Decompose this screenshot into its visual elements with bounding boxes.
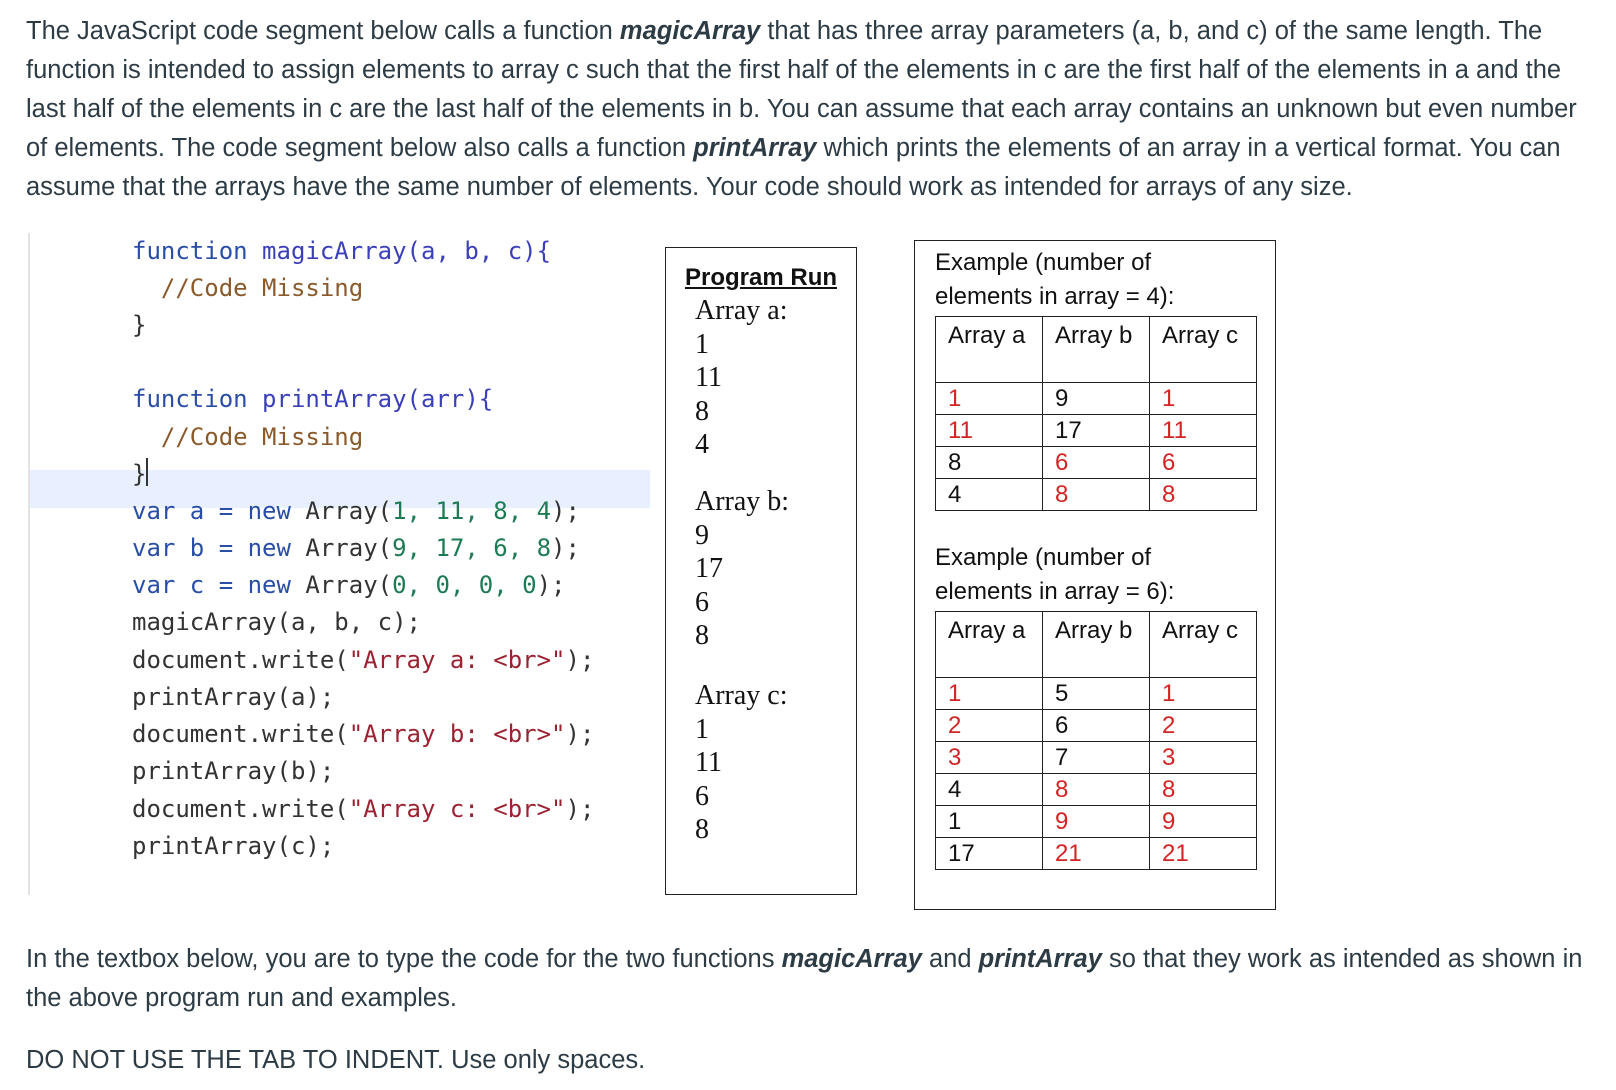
code-end: ); [536,571,566,599]
run-value: 8 [695,395,709,427]
run-array-b [695,485,789,653]
code-line-11 [132,642,594,678]
code-keyword: var [132,571,190,599]
run-array-a [695,294,788,462]
cell: 11 [1150,415,1257,447]
text-cursor [146,458,148,486]
cell: 3 [1150,742,1257,774]
run-value: 17 [695,553,723,584]
cell: 1 [936,678,1043,710]
code-function-name: magicArray [262,237,407,265]
code-line-16: printArray(c); [132,832,335,860]
tab-warning: DO NOT USE THE TAB TO INDENT. Use only spaces. [26,1046,646,1074]
cell: 8 [1043,774,1150,806]
cell: 17 [1043,415,1150,447]
examples-box [914,240,1276,910]
run-value: 11 [695,362,722,393]
header-array-a: Array a [936,612,1043,678]
run-array-c [695,679,788,847]
code-line-3: } [132,311,147,339]
intro-fn-magicarray: magicArray [619,17,761,45]
run-array-b-label: Array b: [695,486,790,517]
run-value: 1 [695,328,709,360]
code-keyword: function [132,385,263,413]
example-2-table [935,611,1257,870]
code-closing-brace: } [132,460,147,488]
outro-fn-magicarray: magicArray [781,945,922,973]
cell: 2 [1150,710,1257,742]
table-row [936,742,1257,774]
example-1-table [935,316,1257,511]
code-new: new [247,571,306,599]
table-row [936,678,1257,710]
header-array-b: Array b [1043,317,1150,383]
run-value: 11 [695,747,722,778]
code-keyword: var [132,497,190,525]
code-numbers: 1, 11, 8, 4 [392,497,552,525]
run-value: 6 [695,780,709,812]
code-string: "Array a: <br>" [348,646,566,674]
cell: 8 [1043,479,1150,511]
code-end: ); [565,646,595,674]
problem-statement [26,12,1596,207]
cell: 1 [936,806,1043,838]
table-header-row [936,317,1257,383]
cell: 17 [936,838,1043,870]
intro-text-2: that has three array parameters (a, b, and c) of the same length. The function is intended to assign elements to array c such that the first half of the elements in c are the first half of the elements in a and the last half of the elements in c are the last half of the elements in b. You can assume that each array contains an unknown but even number of elements. The code segment below also calls a function [26,17,1577,162]
cell: 1 [1150,383,1257,415]
header-array-c: Array c [1150,317,1257,383]
code-keyword: var [132,534,190,562]
table-row [936,806,1257,838]
cell: 9 [1043,806,1150,838]
cell: 5 [1043,678,1150,710]
code-params: (arr){ [406,385,494,413]
code-numbers: 9, 17, 6, 8 [392,534,552,562]
outro-fn-printarray: printArray [978,945,1102,973]
code-end: ); [551,534,580,562]
code-line-9 [132,567,566,603]
cell: 2 [936,710,1043,742]
cell: 4 [936,479,1043,511]
code-call: Array( [305,497,393,525]
cell: 8 [936,447,1043,479]
intro-fn-printarray: printArray [693,134,817,162]
code-line-2: //Code Missing [132,274,364,302]
cell: 1 [1150,678,1257,710]
cell: 8 [1150,479,1257,511]
cell: 11 [936,415,1043,447]
intro-text-3: which prints the elements of an array in a vertical format. You can assume that the arrays have the same number of elements. Your code should work as intended for arrays of any size. [26,134,1561,201]
code-new: new [247,497,306,525]
code-function-name: printArray [262,385,407,413]
code-line-10: magicArray(a, b, c); [132,608,421,636]
code-numbers: 0, 0, 0, 0 [392,571,537,599]
example-1-caption: Example (number of elements in array = 4): [935,249,1175,310]
code-new: new [247,534,306,562]
code-var: a = [189,497,248,525]
program-run-box [665,247,857,895]
code-line-6[interactable] [132,456,148,492]
cell: 6 [1043,710,1150,742]
cell: 9 [1043,383,1150,415]
code-call: document.write( [132,646,349,674]
run-array-c-label: Array c: [695,680,788,711]
program-run-title: Program Run [685,264,838,291]
cell: 7 [1043,742,1150,774]
cell: 1 [936,383,1043,415]
outro-text-1: In the textbox below, you are to type the code for the two functions [26,945,782,973]
cell: 21 [1043,838,1150,870]
code-line-14: printArray(b); [132,757,335,785]
table-row [936,710,1257,742]
table-row [936,479,1257,511]
example-2-caption: Example (number of elements in array = 6): [935,544,1175,605]
code-call: Array( [305,534,393,562]
code-end: ); [551,497,580,525]
header-array-c: Array c [1150,612,1257,678]
header-array-b: Array b [1043,612,1150,678]
cell: 8 [1150,774,1257,806]
code-end: ); [565,795,595,823]
code-var: c = [189,571,248,599]
code-line-4 [132,381,493,417]
code-call: document.write( [132,720,349,748]
cell: 6 [1043,447,1150,479]
code-line-15 [132,791,594,827]
table-row [936,415,1257,447]
run-value: 4 [695,429,709,460]
cell: 4 [936,774,1043,806]
code-line-13 [132,716,594,752]
cell: 9 [1150,806,1257,838]
code-string: "Array b: <br>" [348,720,566,748]
run-value: 1 [695,713,709,745]
table-row [936,383,1257,415]
intro-text-1: The JavaScript code segment below calls a function [26,17,620,45]
run-array-a-label: Array a: [695,295,788,326]
instructions-text [26,940,1596,1018]
code-block [28,233,650,895]
code-keyword: function [132,237,263,265]
code-line-1 [132,233,551,269]
table-header-row [936,612,1257,678]
code-string: "Array c: <br>" [348,795,566,823]
table-row [936,838,1257,870]
cell: 21 [1150,838,1257,870]
code-params: (a, b, c){ [406,237,552,265]
code-line-5: //Code Missing [132,423,364,451]
header-array-a: Array a [936,317,1043,383]
cell: 3 [936,742,1043,774]
run-value: 6 [695,586,709,618]
run-value: 8 [695,814,709,845]
table-row [936,447,1257,479]
code-call: Array( [305,571,393,599]
run-value: 8 [695,620,709,651]
code-line-12: printArray(a); [132,683,335,711]
code-call: document.write( [132,795,349,823]
table-row [936,774,1257,806]
cell: 6 [1150,447,1257,479]
run-value: 9 [695,519,709,551]
code-var: b = [189,534,248,562]
code-line-7 [132,493,580,529]
outro-text-2: and [921,945,979,973]
code-end: ); [565,720,595,748]
code-line-8 [132,530,580,566]
outro-text-3: so that they work as intended as shown in the above program run and examples. [26,945,1583,1012]
